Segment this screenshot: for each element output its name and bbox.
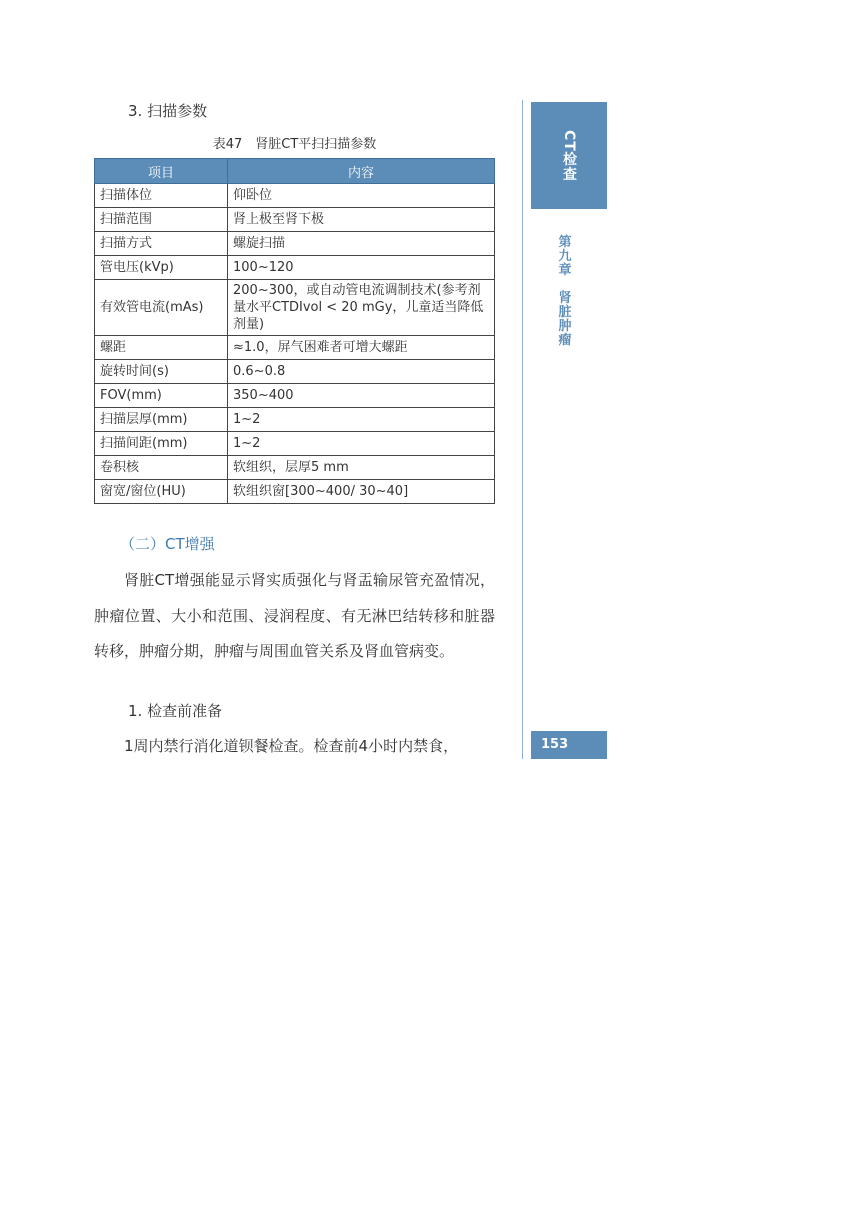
table-cell: 350~400 (228, 384, 495, 408)
table-cell: 扫描方式 (95, 232, 228, 256)
table-cell: 卷积核 (95, 456, 228, 480)
chapter-title: 肾脏肿瘤 (558, 291, 572, 348)
chapter-number: 第九章 (558, 235, 572, 278)
table-row (95, 408, 495, 432)
table-header-row (95, 159, 495, 184)
table-cell: 100~120 (228, 256, 495, 280)
table-cell: 有效管电流(mAs) (95, 280, 228, 336)
table-cell: 1~2 (228, 432, 495, 456)
table-cell: 200~300，或自动管电流调制技术(参考剂量水平CTDIvol < 20 mGy，儿童适当降低剂量) (228, 280, 495, 336)
table-cell: 窗宽/窗位(HU) (95, 480, 228, 504)
subsection-heading: （二）CT增强 (120, 535, 215, 553)
table-cell: 螺距 (95, 336, 228, 360)
header-item: 项目 (95, 159, 228, 184)
page-number-tab (531, 731, 607, 759)
table-cell: 扫描间距(mm) (95, 432, 228, 456)
table-row (95, 208, 495, 232)
section-heading: 3. 扫描参数 (128, 102, 208, 120)
table-cell: 0.6~0.8 (228, 360, 495, 384)
table-row (95, 432, 495, 456)
table-row (95, 360, 495, 384)
table-cell: 软组织，层厚5 mm (228, 456, 495, 480)
table-row (95, 256, 495, 280)
body-paragraph: 肾脏CT增强能显示肾实质强化与肾盂输尿管充盈情况，肿瘤位置、大小和范围、浸润程度、有无淋巴结转移和脏器转移，肿瘤分期，肿瘤与周围血管关系及肾血管病变。 (94, 571, 495, 660)
margin-divider (522, 100, 523, 759)
table-row (95, 280, 495, 336)
table-cell: 软组织窗[300~400/ 30~40] (228, 480, 495, 504)
table-cell: 仰卧位 (228, 184, 495, 208)
table-row (95, 232, 495, 256)
table-row (95, 480, 495, 504)
prep-paragraph: 1周内禁行消化道钡餐检查。检查前4小时内禁食， (124, 737, 459, 755)
table-cell: FOV(mm) (95, 384, 228, 408)
table-row (95, 336, 495, 360)
table-row (95, 184, 495, 208)
table-cell: 旋转时间(s) (95, 360, 228, 384)
section-tab (531, 102, 607, 209)
table-row (95, 456, 495, 480)
table-cell: 肾上极至肾下极 (228, 208, 495, 232)
chapter-label (555, 236, 575, 348)
table-caption: 表47 肾脏CT平扫扫描参数 (212, 137, 377, 152)
table-row (95, 384, 495, 408)
table-cell: 扫描层厚(mm) (95, 408, 228, 432)
table-cell: 1~2 (228, 408, 495, 432)
table-cell: 螺旋扫描 (228, 232, 495, 256)
page-number: 153 (541, 737, 569, 752)
section-tab-label: CT检查 (561, 129, 577, 182)
scan-parameters-table (94, 158, 495, 504)
table-cell: ≈1.0，屏气困难者可增大螺距 (228, 336, 495, 360)
prep-heading: 1. 检查前准备 (128, 702, 223, 720)
header-content: 内容 (228, 159, 495, 184)
table-cell: 扫描体位 (95, 184, 228, 208)
table-cell: 扫描范围 (95, 208, 228, 232)
table-cell: 管电压(kVp) (95, 256, 228, 280)
